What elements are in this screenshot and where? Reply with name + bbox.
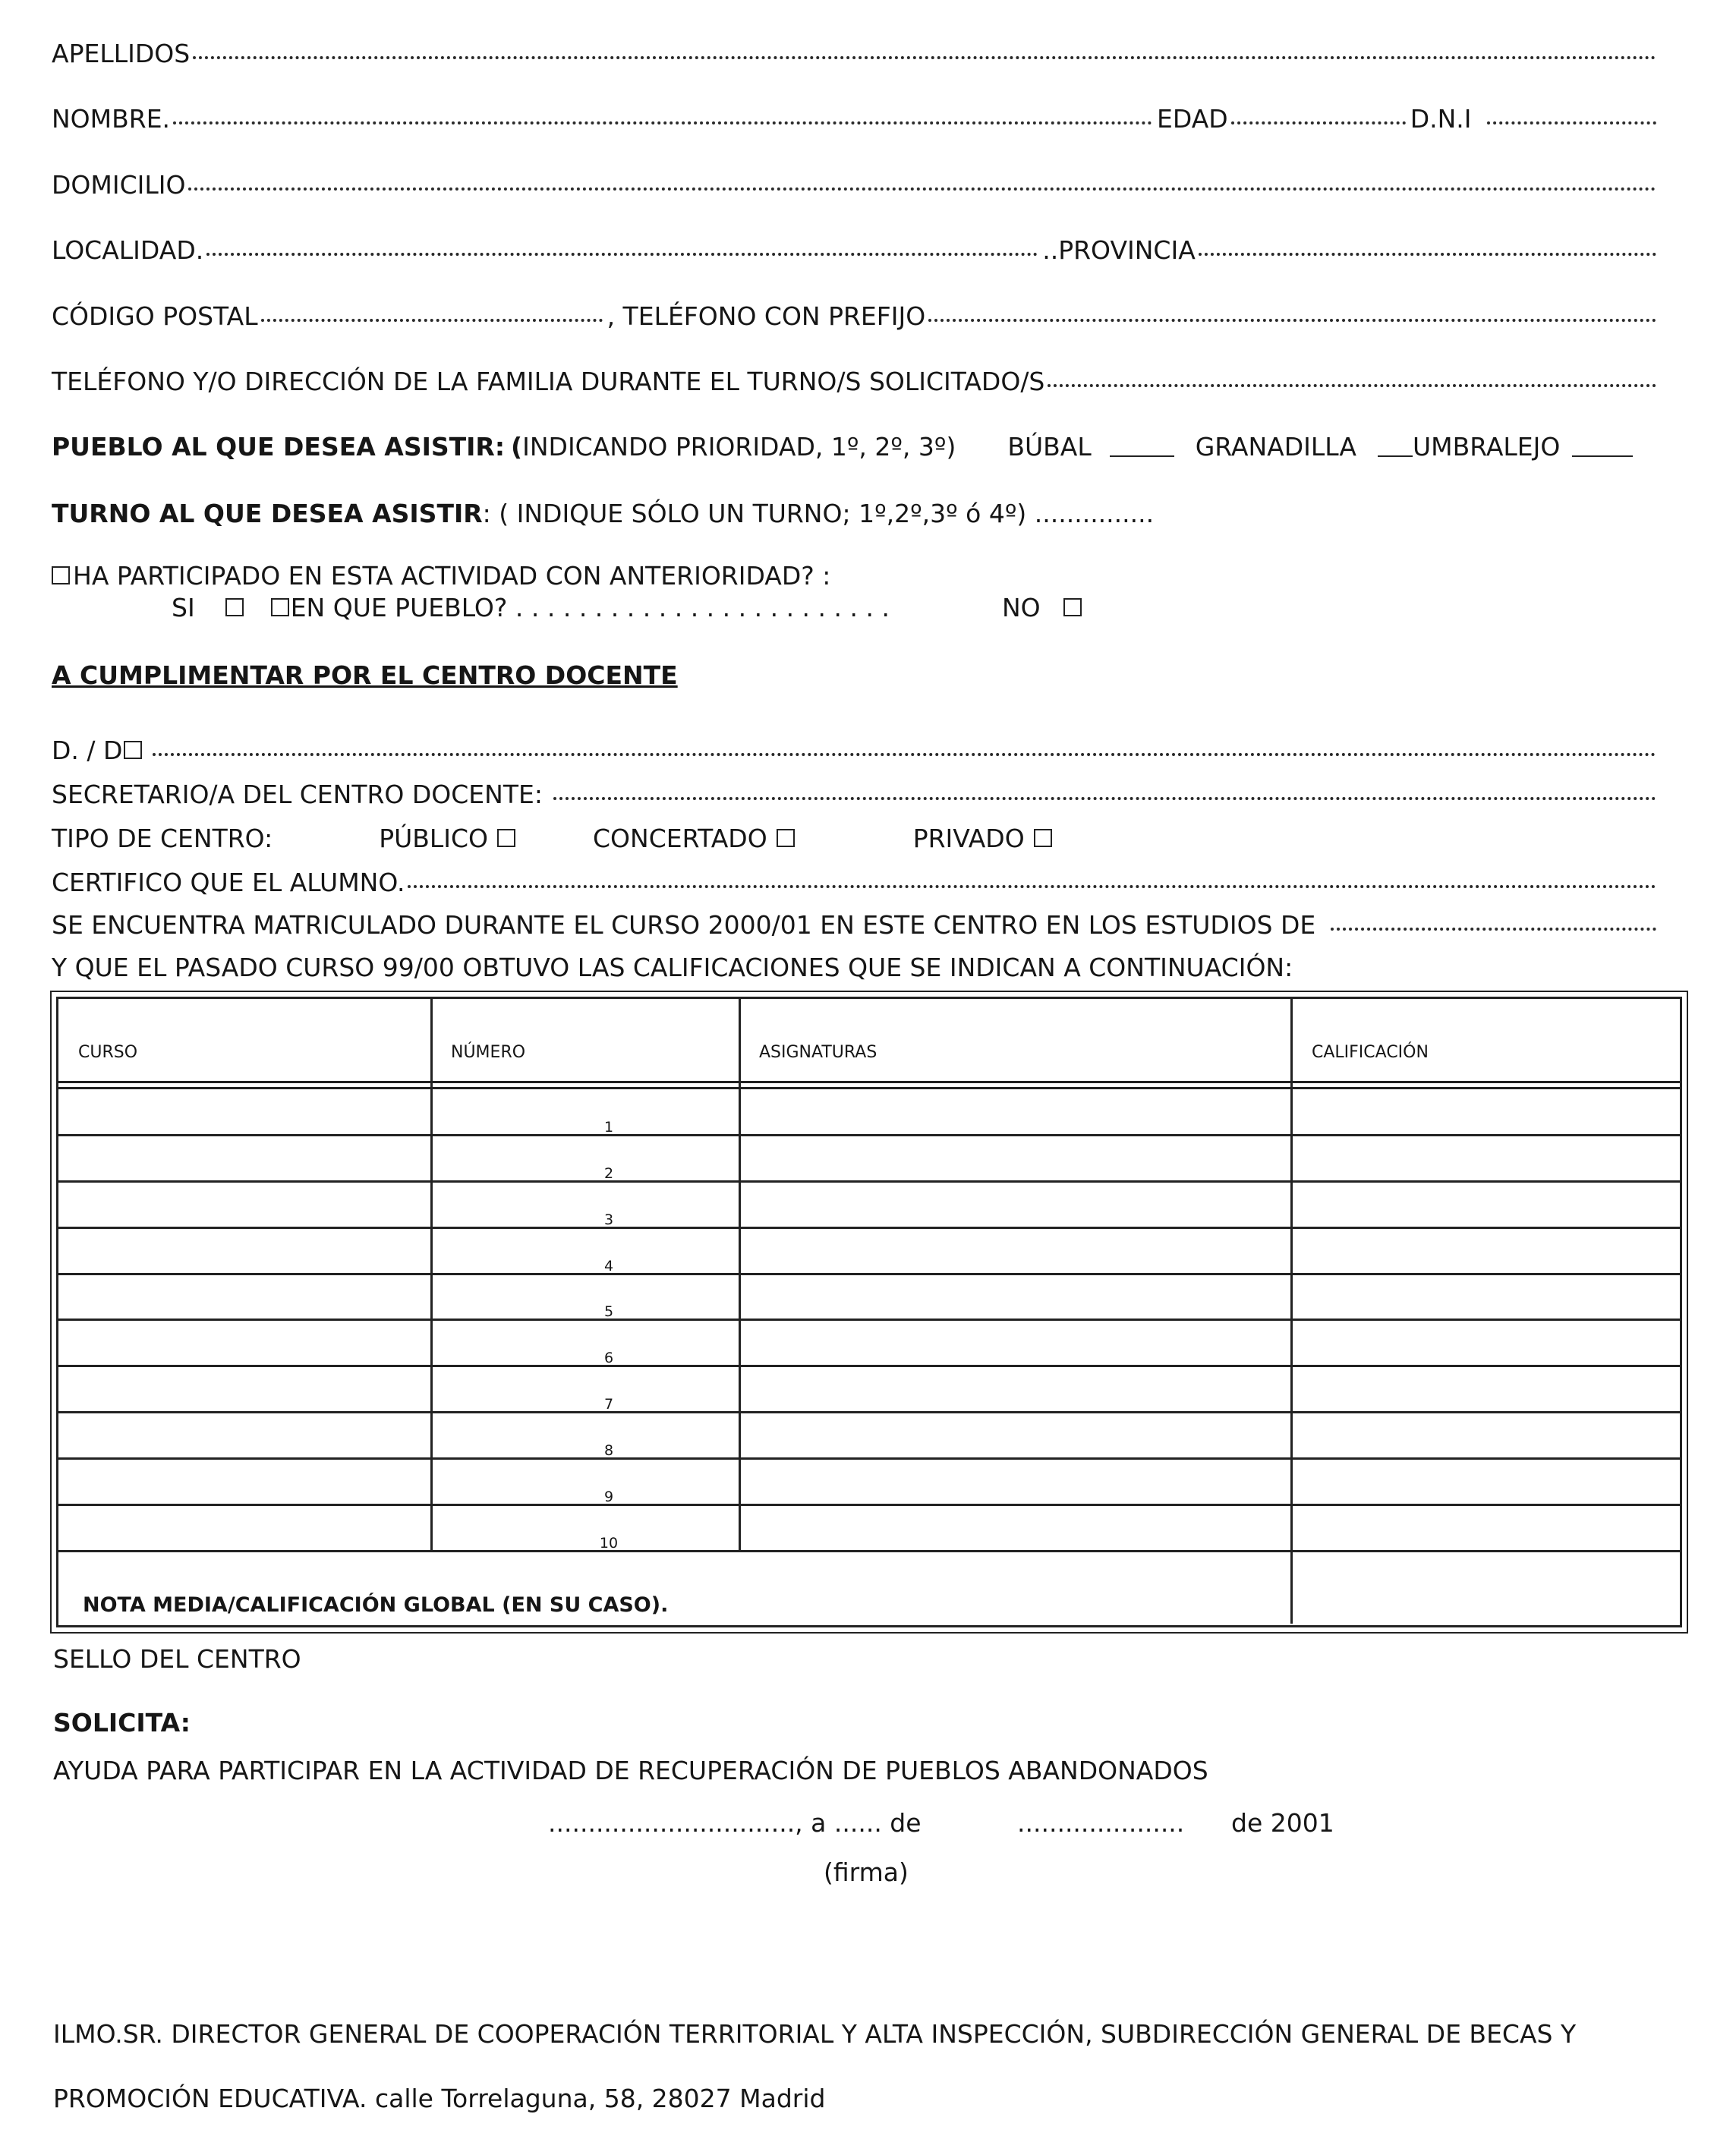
col-divider-2 [739,999,741,1552]
row-number: 9 [603,1489,614,1505]
edad-label: EDAD [1157,104,1228,134]
secretario-row [52,782,1661,807]
option-umbralejo-label: UMBRALEJO [1412,432,1561,462]
destinatario-line-2: PROMOCIÓN EDUCATIVA. calle Torrelaguna, 58, 28027 Madrid [53,2084,826,2113]
codigo-postal-row [52,301,1661,331]
d-dna-label: D. / D [52,736,123,765]
row-number: 7 [603,1396,614,1413]
d-dna-box-icon [124,741,142,759]
row-number: 8 [603,1442,614,1459]
participacion-question: HA PARTICIPADO EN ESTA ACTIVIDAD CON ANTERIORIDAD? : [73,561,831,591]
apellidos-row [52,41,1661,66]
concertado-label: CONCERTADO [593,824,767,853]
sello-label: SELLO DEL CENTRO [53,1644,301,1674]
centro-header-row [52,660,1661,690]
nombre-row [52,104,1661,134]
matriculado-label: SE ENCUENTRA MATRICULADO DURANTE EL CURSO 2000/01 EN ESTE CENTRO EN LOS ESTUDIOS DE [52,910,1316,940]
en-que-box-icon [271,598,289,616]
domicilio-row [52,170,1661,200]
pasado-row [52,955,1661,980]
participacion-checkbox-icon [52,566,70,584]
pasado-label: Y QUE EL PASADO CURSO 99/00 OBTUVO LAS CALIFICACIONES QUE SE INDICAN A CONTINUACIÓN: [52,953,1293,982]
firma-label: (firma) [824,1857,909,1887]
participacion-row [52,561,1661,591]
grades-table-inner [56,997,1682,1627]
grades-table [50,991,1688,1634]
si-label: SI [172,593,195,622]
no-checkbox[interactable] [1063,598,1082,616]
privado-checkbox[interactable] [1034,829,1052,847]
provincia-label: ..PROVINCIA [1042,235,1196,265]
participacion-answer-row [172,595,1736,620]
edad-field[interactable] [1231,121,1406,124]
destinatario-line-1: ILMO.SR. DIRECTOR GENERAL DE COOPERACIÓN TERRITORIAL Y ALTA INSPECCIÓN, SUBDIRECCIÓN GENERAL DE BECAS Y [53,2019,1577,2049]
certifico-row [52,870,1661,895]
tipo-centro-row [52,826,1661,851]
row-line [58,1319,1680,1321]
pueblo-hint: INDICANDO PRIORIDAD, 1º, 2º, 3º) [522,432,956,462]
turno-row [52,501,1661,526]
header-curso: CURSO [78,1043,138,1062]
telefono-prefijo-label: , TELÉFONO CON PREFIJO [606,301,926,331]
row-number: 6 [603,1350,614,1366]
fecha-anio-label: de 2001 [1231,1808,1334,1838]
estudios-field[interactable] [1331,927,1656,931]
localidad-label: LOCALIDAD. [52,235,204,265]
apellidos-field[interactable] [193,55,1656,59]
codigo-postal-field[interactable] [261,318,603,322]
certifico-label: CERTIFICO QUE EL ALUMNO. [52,868,405,897]
nombre-field[interactable] [173,121,1152,124]
en-que-pueblo-label[interactable]: EN QUE PUEBLO? . . . . . . . . . . . . . . . . . . . . . . . . [290,593,890,622]
pueblo-row [52,432,1684,462]
ayuda-text: AYUDA PARA PARTICIPAR EN LA ACTIVIDAD DE RECUPERACIÓN DE PUEBLOS ABANDONADOS [53,1756,1208,1785]
provincia-field[interactable] [1199,252,1656,256]
header-calificacion: CALIFICACIÓN [1312,1043,1429,1062]
solicita-label: SOLICITA: [53,1708,191,1738]
row-number: 1 [603,1119,614,1136]
row-line [58,1550,1680,1552]
d-dna-field[interactable] [153,752,1656,756]
nombre-label: NOMBRE. [52,104,171,134]
si-checkbox[interactable] [225,598,244,616]
turno-hint[interactable]: : ( INDIQUE SÓLO UN TURNO; 1º,2º,3º ó 4º) ............... [482,499,1155,528]
concertado-checkbox[interactable] [777,829,795,847]
row-line [58,1504,1680,1506]
row-number: 3 [603,1211,614,1228]
row-number: 10 [599,1535,619,1552]
tipo-centro-label: TIPO DE CENTRO: [52,824,273,853]
col-divider-3 [1290,999,1293,1624]
option-granadilla-label: GRANADILLA [1195,432,1356,462]
matriculado-row [52,910,1661,940]
row-line [58,1227,1680,1229]
col-divider-1 [430,999,433,1552]
row-number: 2 [603,1165,614,1182]
localidad-field[interactable] [206,252,1038,256]
pueblo-paren: ( [511,432,523,462]
row-number: 4 [603,1258,614,1274]
row-line [58,1457,1680,1460]
row-line [58,1180,1680,1183]
telefono-familia-label: TELÉFONO Y/O DIRECCIÓN DE LA FAMILIA DURANTE EL TURNO/S SOLICITADO/S [52,367,1045,396]
option-bubal-label: BÚBAL [1007,432,1092,462]
publico-checkbox[interactable] [497,829,515,847]
domicilio-label: DOMICILIO [52,170,186,200]
fecha-mes-field[interactable]: ..................... [1017,1808,1185,1838]
domicilio-field[interactable] [188,187,1656,191]
telefono-familia-row [52,369,1661,394]
telefono-familia-field[interactable] [1048,383,1656,387]
option-bubal-blank[interactable] [1110,455,1174,457]
header-divider-2 [58,1087,1680,1089]
secretario-label: SECRETARIO/A DEL CENTRO DOCENTE: [52,780,543,809]
turno-label: TURNO AL QUE DESEA ASISTIR [52,499,483,528]
row-line [58,1365,1680,1367]
codigo-postal-label: CÓDIGO POSTAL [52,301,258,331]
alumno-field[interactable] [408,884,1656,888]
pueblo-label: PUEBLO AL QUE DESEA ASISTIR: [52,432,506,462]
row-number: 5 [603,1303,614,1320]
centro-header: A CUMPLIMENTAR POR EL CENTRO DOCENTE [52,660,678,690]
apellidos-label: APELLIDOS [52,39,191,68]
localidad-row [52,235,1661,265]
privado-label: PRIVADO [912,824,1025,853]
header-divider-1 [58,1081,1680,1083]
secretario-field[interactable] [553,796,1656,800]
row-line [58,1411,1680,1413]
option-umbralejo-blank[interactable] [1572,455,1633,457]
publico-label: PÚBLICO [379,824,489,853]
d-dna-row [52,738,1661,763]
dni-field[interactable] [1487,121,1656,124]
dni-label: D.N.I [1410,104,1472,134]
header-numero: NÚMERO [451,1043,526,1062]
header-asignaturas: ASIGNATURAS [759,1043,877,1062]
option-granadilla-blank[interactable] [1378,455,1413,457]
nota-media-label: NOTA MEDIA/CALIFICACIÓN GLOBAL (EN SU CASO). [83,1593,669,1617]
fecha-lugar-field[interactable]: ..............................., a ...... de [548,1808,922,1838]
row-line [58,1273,1680,1275]
telefono-field[interactable] [928,318,1656,322]
row-line [58,1134,1680,1136]
no-label: NO [1001,593,1041,622]
